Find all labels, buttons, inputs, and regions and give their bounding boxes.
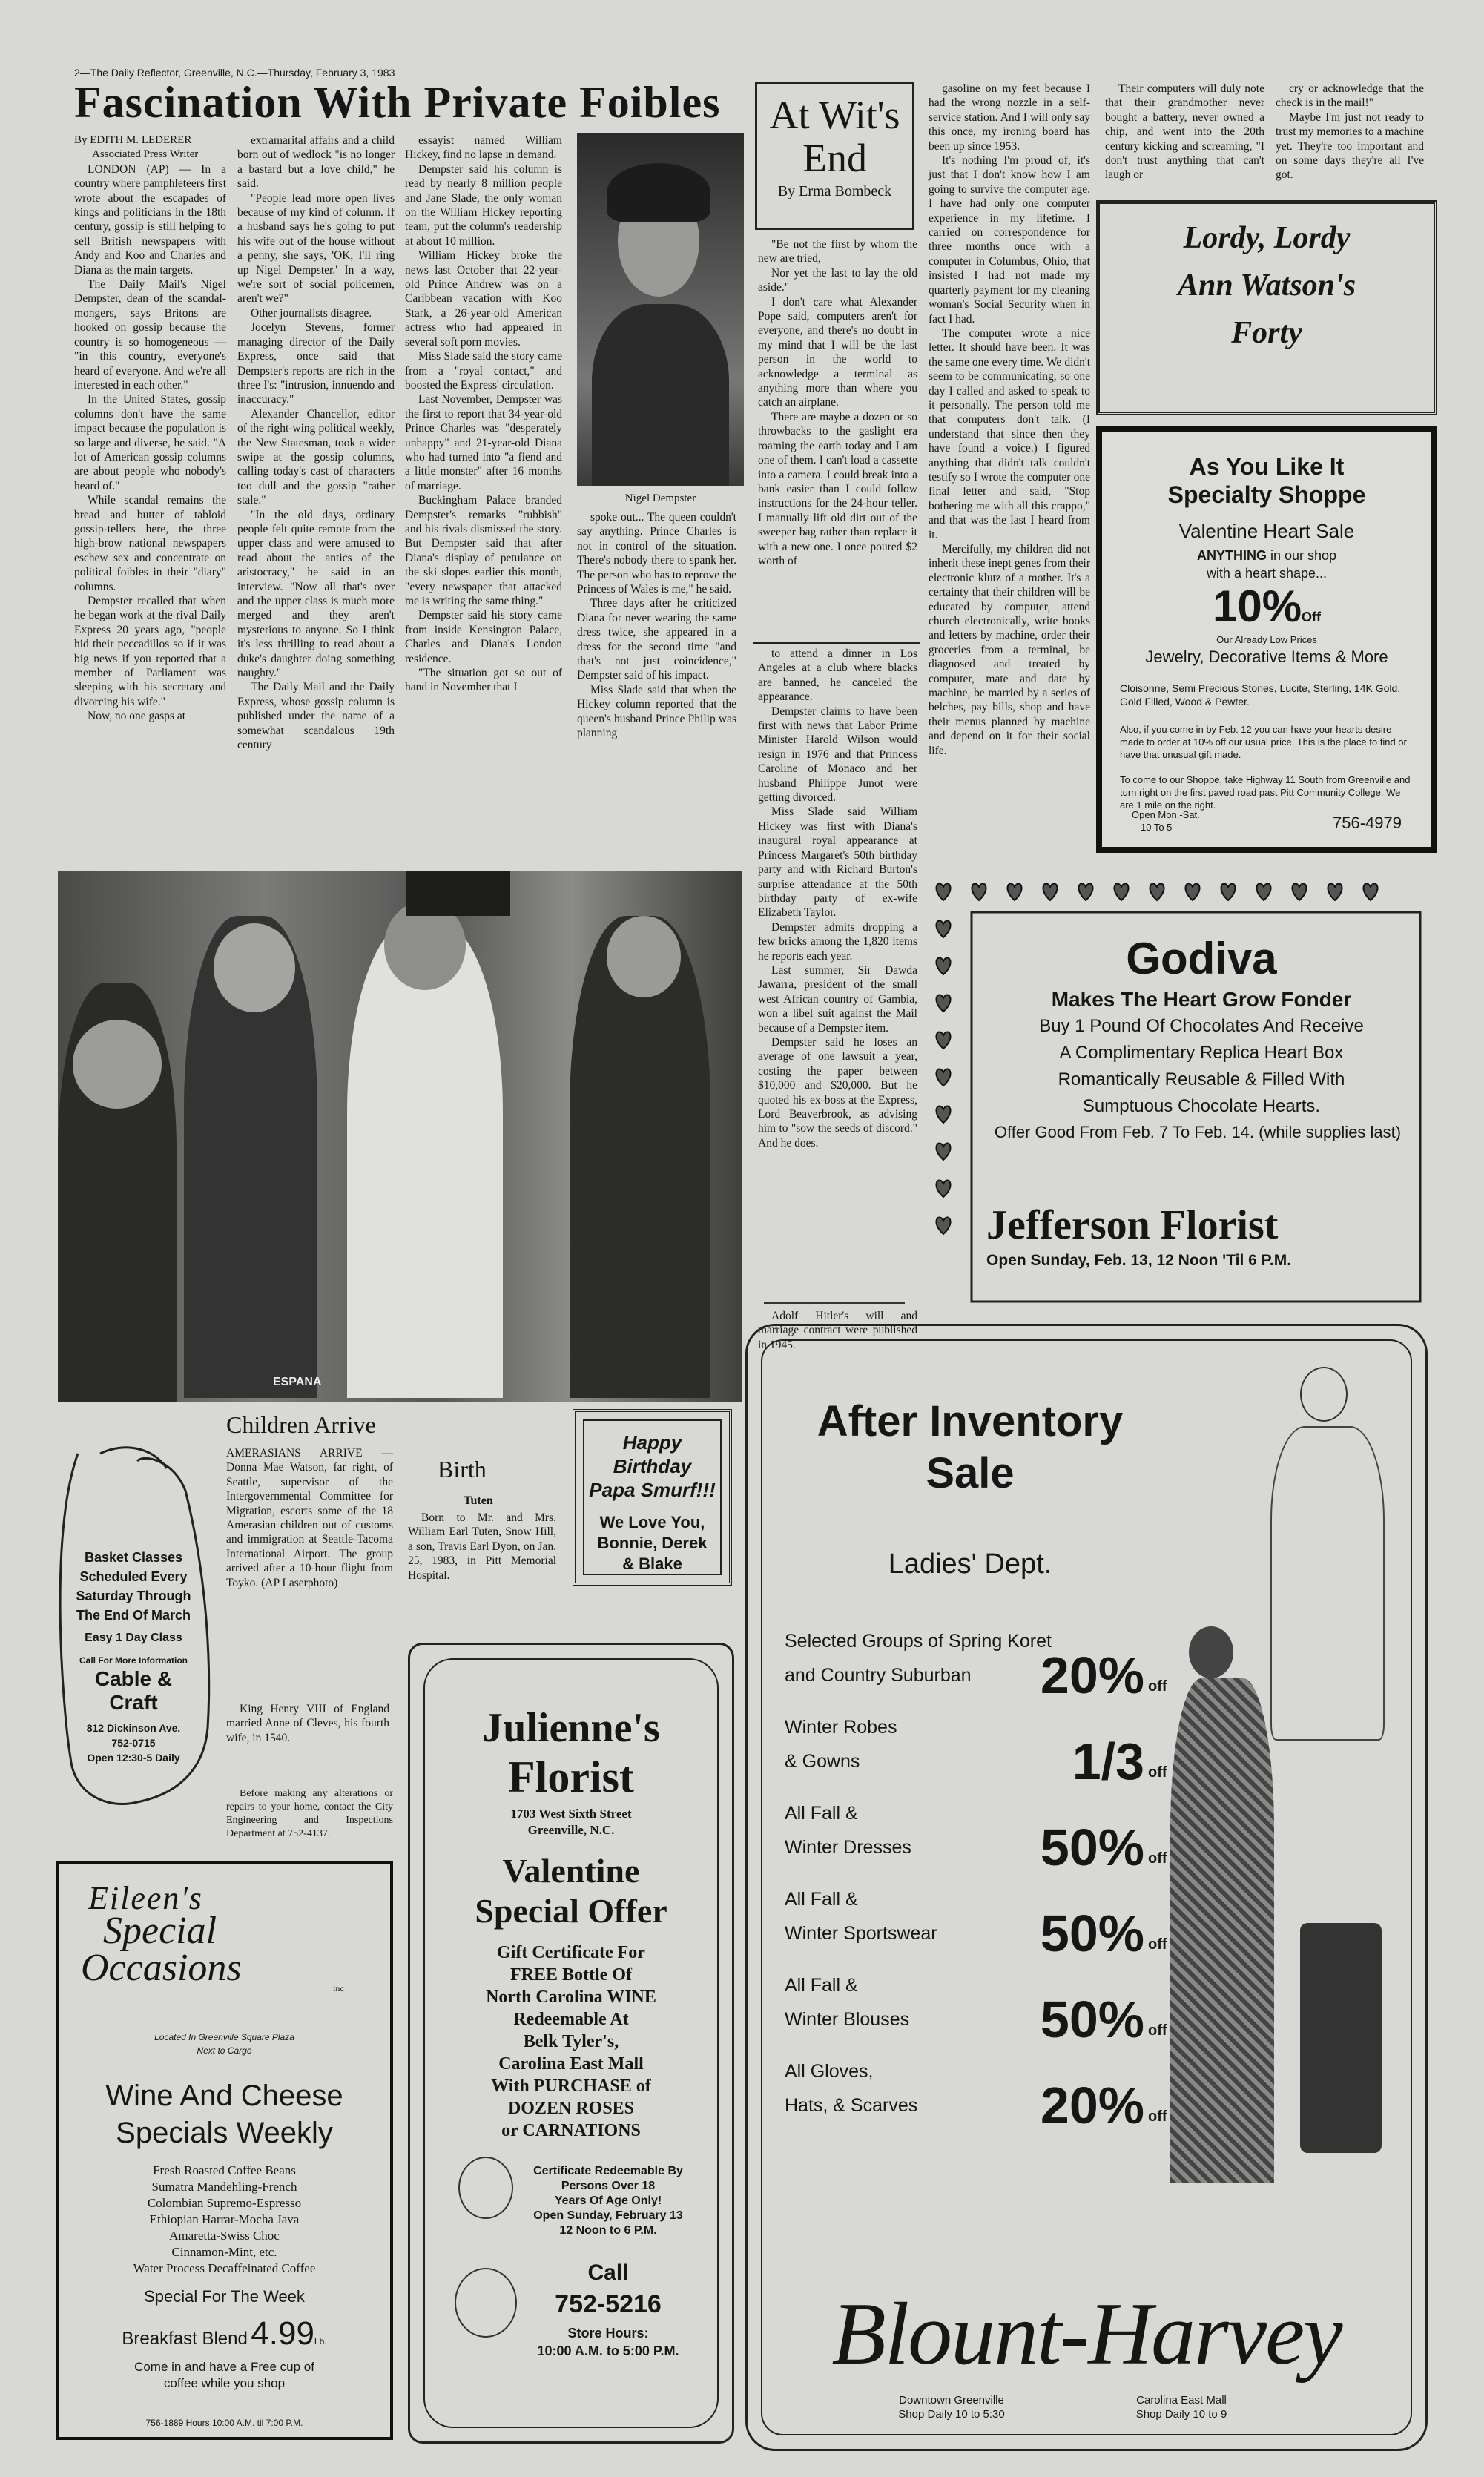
shoppe-directions: To come to our Shoppe, take Highway 11 South from Greenville and turn right on the first paved road past Pitt Community College. We are 1 mile on the right. bbox=[1120, 774, 1411, 811]
coffee-item: Fresh Roasted Coffee Beans bbox=[153, 2163, 296, 2177]
craft-name-1: Cable & bbox=[94, 1667, 173, 1690]
shoppe-hours-2: 10 To 5 bbox=[1141, 822, 1173, 833]
sale-item-line-2: Winter Blouses bbox=[785, 2009, 910, 2030]
godiva-line-1: Buy 1 Pound Of Chocolates And Receive bbox=[1039, 1016, 1364, 1036]
craft-line-1: Basket Classes bbox=[84, 1550, 183, 1565]
smurf-line-6: & Blake bbox=[622, 1554, 682, 1573]
heart-icon bbox=[936, 995, 950, 1012]
sale-item-line-2: & Gowns bbox=[785, 1751, 860, 1772]
coffee-item: Cinnamon-Mint, etc. bbox=[171, 2245, 277, 2259]
sale-item-line-2: Hats, & Scarves bbox=[785, 2095, 918, 2116]
julienne-name-1: Julienne's bbox=[482, 1705, 660, 1751]
henry-filler: King Henry VIII of England married Anne of Cleves, his fourth wife, in 1540. bbox=[226, 1703, 389, 1744]
coffee-item: Water Process Decaffeinated Coffee bbox=[133, 2261, 316, 2275]
children-caption: AMERASIANS ARRIVE — Donna Mae Watson, far right, of Seattle, supervisor of the Intergovernmental Committee for Migration, escorts some of the 18 Amerasian children out of customs and immigration at Seattle-Tacoma International Airport. The group arrived after a 10-hour flight from Toyko. (AP Laserphoto) bbox=[226, 1447, 393, 1589]
byline: By EDITH M. LEDERER bbox=[74, 134, 192, 146]
craft-line-4: The End Of March bbox=[76, 1608, 191, 1623]
godiva-sub: Makes The Heart Grow Fonder bbox=[1051, 988, 1352, 1011]
heart-icon bbox=[936, 1217, 950, 1234]
coffee-item: Sumatra Mandehling-French bbox=[151, 2180, 297, 2194]
heart-icon bbox=[1114, 883, 1128, 900]
column-paragraph: I don't care what Alexander Pope said, computers aren't for everyone, and there's no doubt in my mind that I will be the last person in the world to acknowledge a terminal as anything more than where you catch an airplane. bbox=[758, 295, 917, 409]
bombeck-title-2: End bbox=[802, 136, 867, 180]
column-paragraph: "Be not the first by whom the new are tried, bbox=[758, 238, 917, 265]
story-paragraph: LONDON (AP) — In a country where pamphleteers first wrote about the escapades of kings and politicians in the 18th century, gossip is still helping to sell British newspapers with Andy and Koo and Charles and Diana as the main targets. bbox=[74, 162, 226, 277]
eileen-special: Special For The Week bbox=[144, 2287, 305, 2306]
eileen-heading-1: Wine And Cheese bbox=[105, 2079, 343, 2112]
jefferson-florist-name: Jefferson Florist bbox=[986, 1202, 1279, 1248]
shoppe-hours-1: Open Mon.-Sat. bbox=[1132, 809, 1200, 820]
sale-discount: 50% bbox=[1040, 1904, 1144, 1962]
eileen-blend: Breakfast Blend 4.99Lb. bbox=[122, 2315, 327, 2352]
sale-off-label: off bbox=[1148, 2022, 1167, 2039]
godiva-ad bbox=[927, 868, 1424, 1305]
story-paragraph: essayist named William Hickey, find no lapse in demand. bbox=[405, 134, 562, 162]
smurf-line-4: We Love You, bbox=[599, 1513, 705, 1531]
espana-sign: ESPANA bbox=[273, 1376, 322, 1388]
store-1-hours: Shop Daily 10 to 5:30 bbox=[898, 2408, 1005, 2421]
sale-item-line-2: and Country Suburban bbox=[785, 1665, 972, 1686]
bombeck-column-2 bbox=[929, 82, 1090, 758]
blount-head-1: After Inventory bbox=[817, 1397, 1124, 1445]
eileen-location-1: Located In Greenville Square Plaza bbox=[154, 2032, 294, 2042]
story-paragraph: Miss Slade said the story came from a "royal contact," and boosted the Express' circulation. bbox=[405, 350, 562, 392]
sale-row bbox=[785, 1705, 1170, 1791]
column-paragraph: Their computers will duly note that their grandmother never bought a battery, never owned a chip, and went into the 20th century kicking and screaming, "I don't trust anything that can't laugh or bbox=[1105, 82, 1264, 182]
godiva-line-3: Romantically Reusable & Filled With bbox=[1058, 1069, 1345, 1089]
julienne-offer-1: Valentine bbox=[502, 1852, 640, 1890]
shoppe-sale: Valentine Heart Sale bbox=[1178, 520, 1355, 542]
julienne-hours-2: 10:00 A.M. to 5:00 P.M. bbox=[537, 2344, 679, 2358]
heart-icon bbox=[936, 1180, 950, 1197]
coffee-item: Ethiopian Harrar-Mocha Java bbox=[149, 2212, 300, 2226]
eileen-footer: 756-1889 Hours 10:00 A.M. til 7:00 P.M. bbox=[145, 2418, 303, 2428]
column-rule bbox=[753, 642, 920, 644]
eileen-come-2: coffee while you shop bbox=[163, 2376, 286, 2390]
sale-item-line-1: All Gloves, bbox=[785, 2061, 874, 2082]
craft-line-5: Easy 1 Day Class bbox=[85, 1632, 182, 1644]
julienne-hours-1: Store Hours: bbox=[567, 2326, 649, 2341]
certificate-line: Persons Over 18 bbox=[561, 2180, 656, 2192]
story-paragraph: Dempster said he loses an average of one lawsuit a year, costing the paper between $10,000 and $20,000. But he quoted his ex-boss at the Express, Lord Beaverbrook, as advising him to "sow the seeds of discord." And he does. bbox=[758, 1035, 917, 1150]
filler-item: Adolf Hitler's will and marriage contract were published in 1945. bbox=[758, 1310, 917, 1351]
story-paragraph: Alexander Chancellor, editor of the right-wing political weekly, the New Statesman, took a wider swipe at the gossip columns, calling today's cast of characters too dull and the gossip "rather stale." bbox=[237, 407, 395, 507]
store-2-hours: Shop Daily 10 to 9 bbox=[1135, 2408, 1227, 2421]
heart-icon bbox=[1221, 883, 1235, 900]
story-paragraph: In the United States, gossip columns don't have the same impact because the population is so large and diverse, he said. "A lot of American gossip columns are about people who nobody's heard of." bbox=[74, 393, 226, 492]
story-paragraph: Miss Slade said William Hickey was first with Diana's inaugural royal appearance at Princess Margaret's 50th birthday party and with Richard Burton's surprise attendance at the 50th birthday party of ex-wife Elizabeth Taylor. bbox=[758, 805, 917, 920]
shoppe-discount: 10%Off bbox=[1212, 581, 1322, 631]
gift-line: FREE Bottle Of bbox=[510, 1965, 632, 1985]
column-paragraph: Nor yet the last to lay the old aside." bbox=[758, 266, 917, 294]
coffee-item: Colombian Supremo-Espresso bbox=[147, 2196, 302, 2210]
birth-text: Born to Mr. and Mrs. William Earl Tuten, Snow Hill, a son, Travis Earl Dyon, on Jan. 25, 1983, in Pitt Memorial Hospital. bbox=[408, 1511, 556, 1582]
craft-ad bbox=[56, 1446, 211, 1817]
godiva-line-5: Offer Good From Feb. 7 To Feb. 14. (while supplies last) bbox=[994, 1123, 1402, 1141]
heart-icon bbox=[936, 1143, 950, 1160]
story-paragraph: Last November, Dempster was the first to report that 34-year-old Prince Charles was "desperately unhappy" and 21-year-old Diana who had turned into "a fiend and a little monster" after 16 months of marriage. bbox=[405, 393, 562, 492]
certificate-line: 12 Noon to 6 P.M. bbox=[559, 2224, 657, 2237]
heart-icon bbox=[936, 1032, 950, 1049]
heart-icon bbox=[1256, 883, 1270, 900]
sale-item-line-2: Winter Dresses bbox=[785, 1837, 911, 1858]
lordy-ad bbox=[1096, 200, 1437, 415]
birth-heading: Birth bbox=[438, 1456, 487, 1482]
gift-list bbox=[410, 1942, 732, 2142]
julienne-address-2: Greenville, N.C. bbox=[527, 1823, 615, 1837]
heart-icon bbox=[1363, 883, 1377, 900]
sale-row bbox=[785, 1791, 1170, 1877]
eileen-location-2: Next to Cargo bbox=[197, 2045, 252, 2056]
sale-discount: 1/3 bbox=[1072, 1732, 1144, 1790]
julienne-name-2: Florist bbox=[508, 1752, 634, 1801]
column-paragraph: gasoline on my feet because I had the wrong nozzle in a self-service station. And I will only say this once, my ironing board has been up since 1953. bbox=[929, 82, 1090, 153]
children-photo bbox=[58, 871, 742, 1402]
story-paragraph: "The situation got so out of hand in November that I bbox=[405, 667, 562, 694]
story-paragraph: Other journalists disagree. bbox=[251, 306, 372, 320]
eileen-heading-2: Specials Weekly bbox=[116, 2117, 333, 2149]
fashion-illustration bbox=[1167, 1359, 1411, 2249]
craft-address: 812 Dickinson Ave. bbox=[86, 1722, 181, 1734]
sale-row bbox=[785, 1619, 1170, 1705]
heart-icon bbox=[1185, 883, 1199, 900]
store-2-name: Carolina East Mall bbox=[1136, 2394, 1227, 2407]
heart-icon bbox=[936, 1106, 950, 1123]
gift-line: or CARNATIONS bbox=[501, 2121, 641, 2140]
column-paragraph: There are maybe a dozen or so throwbacks to the gaslight era roaming the earth today and I am one of them. I can't load a cassette into a camera. I could break into a bank easier than I could follow instructions for the 24-hour teller. I manually lift old dirt out of the sweeper bag rather than replace it with a new one. I once poured $2 worth of bbox=[758, 410, 917, 567]
gift-line: Gift Certificate For bbox=[497, 1943, 645, 1962]
sale-item-line-1: All Fall & bbox=[785, 1889, 858, 1910]
story-paragraph: Now, no one gasps at bbox=[88, 710, 186, 723]
julienne-offer-2: Special Offer bbox=[475, 1892, 667, 1930]
dempster-photo bbox=[577, 133, 744, 486]
shoppe-name-2: Specialty Shoppe bbox=[1167, 481, 1366, 508]
coffee-item: Amaretta-Swiss Choc bbox=[169, 2229, 280, 2243]
craft-phone: 752-0715 bbox=[111, 1737, 156, 1749]
story-column-5 bbox=[758, 647, 917, 1150]
byline-title: Associated Press Writer bbox=[92, 148, 199, 161]
column-paragraph: The computer wrote a nice letter. It should have been. It was the same one every time. We didn't seem to be communicating, so one day I called and asked to speak to it personally. The person told me that computers don't talk. (I understand that since then they have found a voice.) I figured anything that didn't talk couldn't testify so I wrote the computer one final letter and said, "Stop bothering me with all this crappo," and that was the last I heard from it. bbox=[929, 326, 1090, 541]
folio: 2—The Daily Reflector, Greenville, N.C.—Thursday, February 3, 1983 bbox=[74, 67, 395, 79]
blount-head-2: Sale bbox=[926, 1449, 1015, 1497]
gift-line: With PURCHASE of bbox=[491, 2077, 651, 2096]
bombeck-title-box bbox=[755, 82, 914, 230]
gift-line: North Carolina WINE bbox=[486, 1988, 656, 2007]
coffee-list bbox=[59, 2163, 390, 2277]
shoppe-also: Also, if you come in by Feb. 12 you can have your hearts desire made to order at 10% off our usual price. This is the place to find or have that unusual gift made. bbox=[1120, 724, 1407, 760]
heart-icon bbox=[972, 883, 986, 900]
column-paragraph: cry or acknowledge that the check is in the mail!" bbox=[1276, 82, 1424, 110]
filler-rule bbox=[764, 1302, 905, 1304]
craft-hours: Open 12:30-5 Daily bbox=[87, 1752, 180, 1764]
column-paragraph: Maybe I'm just not ready to trust my memories to a machine yet. They're too important and on some days they're all I've got. bbox=[1276, 111, 1424, 182]
julienne-ad bbox=[408, 1643, 734, 2444]
story-column-1 bbox=[74, 133, 226, 724]
photo-caption: Nigel Dempster bbox=[624, 492, 696, 504]
certificate-line: Certificate Redeemable By bbox=[533, 2165, 683, 2177]
craft-line-2: Scheduled Every bbox=[79, 1569, 188, 1584]
gift-line: Carolina East Mall bbox=[498, 2054, 644, 2074]
eileen-logo: Eileen's Special Occasions inc bbox=[81, 1880, 344, 1993]
heart-icon bbox=[1043, 883, 1057, 900]
sale-discount: 50% bbox=[1040, 1990, 1144, 2048]
shoppe-metals: Cloisonne, Semi Precious Stones, Lucite, Sterling, 14K Gold, Gold Filled, Wood & Pewter. bbox=[1120, 682, 1401, 708]
story-paragraph: "People lead more open lives because of my kind of column. If a husband says he's going to put his wife out of the house without a penny, she says, 'OK, I'll ring up Nigel Dempster.' In a way, we're sort of social policemen, aren't we?" bbox=[237, 191, 395, 306]
story-paragraph: Dempster recalled that when he began work at the rival Daily Express 20 years ago, "people hid their peccadillos so if it was big news if you reported that a member of Parliament was sleeping with his secretary and divorcing his wife." bbox=[74, 595, 226, 708]
shoppe-anything: ANYTHING in our shop bbox=[1196, 548, 1337, 563]
sale-row bbox=[785, 1963, 1170, 2049]
headline: Fascination With Private Foibles bbox=[74, 78, 721, 127]
gift-line: Belk Tyler's, bbox=[523, 2032, 619, 2051]
smurf-line-2: Birthday bbox=[613, 1455, 692, 1477]
jefferson-hours: Open Sunday, Feb. 13, 12 Noon 'Til 6 P.M. bbox=[986, 1252, 1292, 1269]
sale-off-label: off bbox=[1148, 1764, 1167, 1781]
story-paragraph: Three days after he criticized Diana for never wearing the same dress twice, she appeared in a dress for the second time "and that's not just coincidence," Dempster said of his impact. bbox=[577, 597, 736, 682]
column-paragraph: It's nothing I'm proud of, it's just that I don't know how I am going to survive the computer age. I have had only one computer experience in my lifetime. I carried on correspondence for three months once with a computer in Columbus, Ohio, that insisted I had not made my quarterly payment for my cleaning woman's Social Security when in fact I had. bbox=[929, 154, 1090, 326]
heart-icon bbox=[1328, 883, 1342, 900]
heart-icon bbox=[1007, 883, 1021, 900]
heart-icon bbox=[1292, 883, 1306, 900]
heart-icon bbox=[936, 920, 950, 937]
smurf-ad bbox=[573, 1409, 732, 1586]
sale-off-label: off bbox=[1148, 1936, 1167, 1953]
godiva-line-4: Sumptuous Chocolate Hearts. bbox=[1082, 1096, 1321, 1116]
eileen-ad bbox=[56, 1861, 393, 2440]
certificate-line: Open Sunday, February 13 bbox=[533, 2209, 683, 2222]
children-heading: Children Arrive bbox=[226, 1411, 376, 1438]
sale-discount: 20% bbox=[1040, 1646, 1144, 1704]
story-paragraph: Dempster said his story came from inside Kensington Palace, Charles and Diana's London residence. bbox=[405, 609, 562, 665]
story-paragraph: The Daily Mail and the Daily Express, whose gossip column is published under the name of a somewhat scandalous 19th century bbox=[237, 681, 395, 752]
shoppe-heart: with a heart shape... bbox=[1206, 566, 1328, 581]
heart-icon bbox=[936, 957, 950, 974]
bombeck-column-3b bbox=[1276, 82, 1424, 182]
store-1-name: Downtown Greenville bbox=[899, 2394, 1004, 2407]
sale-row bbox=[785, 2049, 1170, 2135]
craft-line-3: Saturday Through bbox=[76, 1589, 191, 1603]
story-paragraph: extramarital affairs and a child born out of wedlock "is no longer a bastard but a love child," he said. bbox=[237, 134, 395, 191]
certificate-terms bbox=[507, 2164, 710, 2238]
couple-illustration bbox=[440, 2157, 521, 2401]
story-paragraph: "In the old days, ordinary people felt quite remote from the upper class and were amused to read about the antics of the aristocracy," he said in an interview. "Now all that's over and the upper class is much more merged and they aren't mysterious to anyone. So I think it's less thrilling to read about a duke's daughter doing something naughty." bbox=[237, 508, 395, 680]
sale-discount: 50% bbox=[1040, 1818, 1144, 1876]
heart-icon bbox=[936, 1069, 950, 1086]
gift-line: DOZEN ROSES bbox=[507, 2099, 635, 2118]
story-paragraph: Dempster claims to have been first with news that Labor Prime Minister Harold Wilson would resign in 1976 and that Princess Caroline of Monaco and her husband Philippe Junot were getting divorced. bbox=[758, 705, 917, 805]
blount-sale-list bbox=[785, 1619, 1170, 2135]
story-paragraph: Buckingham Palace branded Dempster's remarks "rubbish" and his rivals dismissed the story. But Dempster said that after Diana's display of petulance on the ski slopes earlier this month, "every newspaper that attacked me is writing the same thing." bbox=[405, 494, 562, 607]
lordy-line-1: Lordy, Lordy bbox=[1183, 221, 1351, 255]
sale-item-line-1: Selected Groups of Spring Koret bbox=[785, 1631, 1052, 1652]
julienne-address-1: 1703 West Sixth Street bbox=[510, 1807, 632, 1821]
sale-discount: 20% bbox=[1040, 2077, 1144, 2134]
smurf-line-3: Papa Smurf!!! bbox=[589, 1479, 716, 1501]
sale-item-line-1: All Fall & bbox=[785, 1803, 858, 1824]
sale-item-line-1: Winter Robes bbox=[785, 1717, 897, 1738]
sale-row bbox=[785, 1877, 1170, 1963]
julienne-phone: 752-5216 bbox=[555, 2290, 662, 2318]
eileen-come-1: Come in and have a Free cup of bbox=[134, 2360, 314, 2374]
bombeck-title-1: At Wit's bbox=[769, 93, 900, 137]
story-paragraph: Dempster said his column is read by nearly 8 million people and Jane Slade, the only woman on the William Hickey reporting team, put the column's readership at about 10 million. bbox=[405, 162, 562, 248]
sale-off-label: off bbox=[1148, 1678, 1167, 1695]
blount-ad bbox=[745, 1324, 1428, 2451]
certificate-line: Years Of Age Only! bbox=[554, 2194, 662, 2207]
story-paragraph: Miss Slade said that when the Hickey column reported that the queen's husband Prince Philip was planning bbox=[577, 683, 736, 740]
heart-icon bbox=[1078, 883, 1092, 900]
column-paragraph: Mercifully, my children did not inherit these inept genes from their electronic klutz of a mother. It's a certainty that their children will be educated by computer, attend church electronically, write books and letters by machine, order their groceries from a terminal, be diagnosed and treated by computer, mate and date by machine, be married by a series of belches, pay bills, shop and have their menus planned by machine and depend on it for their social life. bbox=[929, 543, 1090, 757]
lordy-line-3: Forty bbox=[1231, 316, 1302, 350]
shoppe-low: Our Already Low Prices bbox=[1216, 634, 1317, 645]
heart-icon bbox=[1150, 883, 1164, 900]
gift-line: Redeemable At bbox=[513, 2010, 629, 2029]
story-column-3 bbox=[405, 133, 562, 695]
shoppe-ad bbox=[1096, 426, 1437, 853]
story-paragraph: Last summer, Sir Dawda Jawarra, president of the small west African country of Gambia, won a libel suit against the Mail because of a Dempster item. bbox=[758, 963, 917, 1035]
story-paragraph: While scandal remains the bread and butter of tabloid gossip-tellers here, the three high-brow national newspapers eschew sex and concentrate on political foibles in their "diary" columns. bbox=[74, 494, 226, 593]
sale-item-line-2: Winter Sportswear bbox=[785, 1923, 937, 1944]
story-paragraph: William Hickey broke the news last October that 22-year-old Prince Andrew was on a Caribbean vacation with Koo Stark, a 26-year-old American actress who had appeared in several soft porn movies. bbox=[405, 249, 562, 349]
heart-icon bbox=[936, 883, 950, 900]
story-paragraph: to attend a dinner in Los Angeles at a club where blacks are banned, he canceled the appearance. bbox=[758, 647, 917, 704]
bombeck-column-3 bbox=[1105, 82, 1264, 182]
blount-logo: Blount-Harvey bbox=[831, 2284, 1342, 2383]
blount-dept: Ladies' Dept. bbox=[888, 1548, 1052, 1580]
story-column-4 bbox=[577, 510, 736, 741]
craft-line-6: Call For More Information bbox=[79, 1655, 188, 1666]
sale-off-label: off bbox=[1148, 1850, 1167, 1867]
shoppe-items: Jewelry, Decorative Items & More bbox=[1145, 647, 1388, 666]
story-paragraph: Dempster admits dropping a few bricks among the 1,820 items he reports each year. bbox=[758, 920, 917, 963]
craft-name-2: Craft bbox=[109, 1691, 158, 1714]
smurf-line-1: Happy bbox=[622, 1431, 682, 1454]
story-paragraph: Jocelyn Stevens, former managing director of the Daily Express, once said that Dempster's reports are rich in the three I's: "intrusion, innuendo and inaccuracy." bbox=[237, 321, 395, 406]
birth-name: Tuten bbox=[464, 1494, 493, 1507]
lordy-line-2: Ann Watson's bbox=[1177, 268, 1356, 303]
godiva-line-2: A Complimentary Replica Heart Box bbox=[1059, 1043, 1344, 1063]
story-paragraph: spoke out... The queen couldn't say anything. Prince Charles is not in control of the situation. There's nobody there to spank her. The person who has to reprove the Princess of Wales is me," he said. bbox=[577, 511, 736, 596]
bombeck-column-1 bbox=[758, 237, 917, 568]
godiva-title: Godiva bbox=[1126, 934, 1277, 983]
shoppe-name-1: As You Like It bbox=[1189, 453, 1345, 480]
julienne-call: Call bbox=[587, 2260, 629, 2285]
alterations-notice: Before making any alterations or repairs to your home, contact the City Engineering and Inspections Department at 752-4137. bbox=[226, 1788, 393, 1839]
sale-off-label: off bbox=[1148, 2108, 1167, 2125]
story-column-2 bbox=[237, 133, 395, 752]
shoppe-phone: 756-4979 bbox=[1333, 814, 1402, 832]
sale-item-line-1: All Fall & bbox=[785, 1975, 858, 1996]
smurf-line-5: Bonnie, Derek bbox=[597, 1534, 708, 1552]
bombeck-byline: By Erma Bombeck bbox=[777, 183, 892, 199]
story-paragraph: The Daily Mail's Nigel Dempster, dean of the scandal-mongers, says Britons are hooked on gossip because the country is so homogeneous — "in this country, everyone's heard of everyone. And we're all interested in each other." bbox=[74, 278, 226, 392]
